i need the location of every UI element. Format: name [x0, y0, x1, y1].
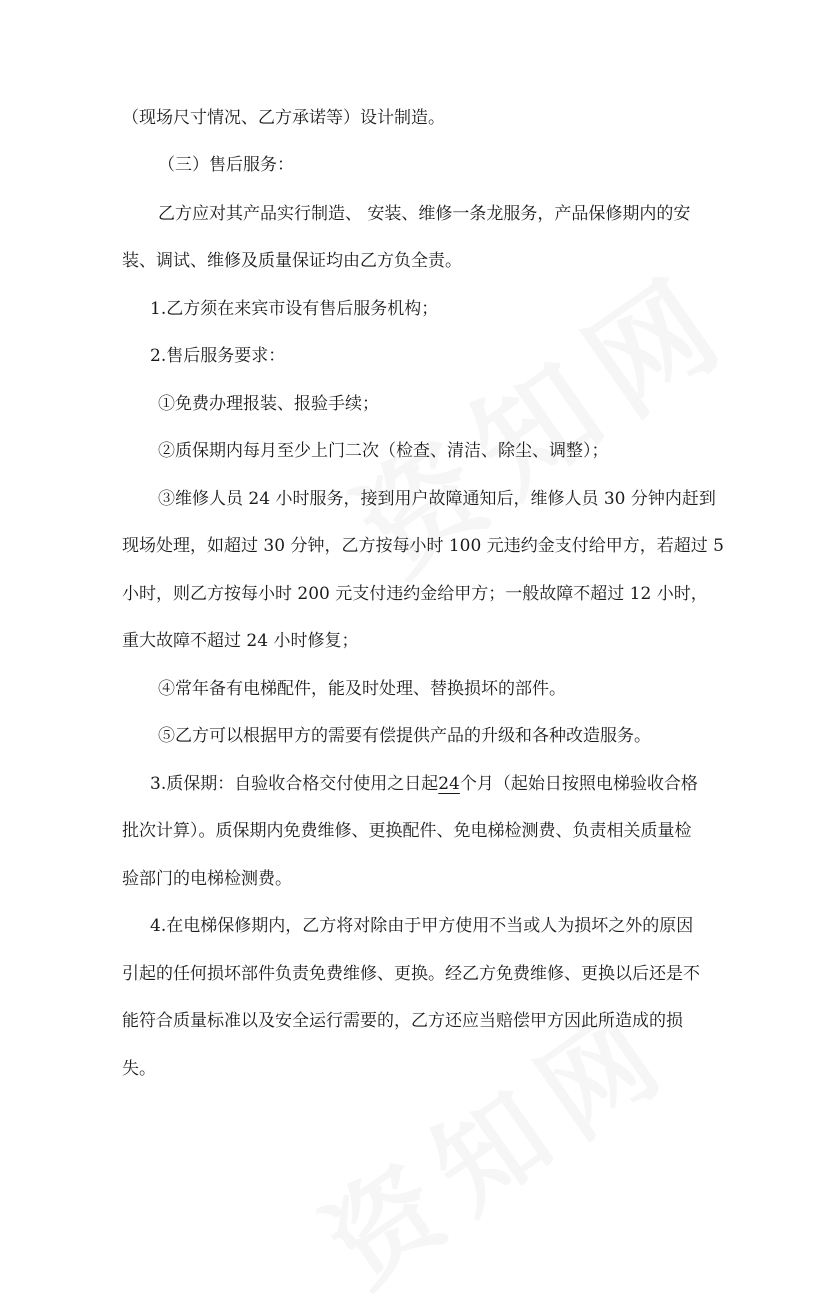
warranty-prefix: 3.质保期：自验收合格交付使用之日起	[150, 774, 439, 794]
paragraph-line: （现场尺寸情况、乙方承诺等）设计制造。	[122, 108, 445, 128]
list-item: ①免费办理报装、报验手续；	[158, 394, 379, 414]
list-item: 4.在电梯保修期内，乙方将对除由于甲方使用不当或人为损坏之外的原因	[150, 916, 694, 936]
paragraph-line: 能符合质量标准以及安全运行需要的，乙方还应当赔偿甲方因此所造成的损	[122, 1011, 683, 1031]
paragraph-line: 验部门的电梯检测费。	[122, 869, 292, 889]
paragraph-line: 装、调试、维修及质量保证均由乙方负全责。	[122, 251, 462, 271]
warranty-suffix: 个月（起始日按照电梯验收合格	[459, 774, 698, 794]
section-heading: （三）售后服务：	[158, 155, 294, 175]
warranty-line	[150, 772, 698, 796]
list-item: 1.乙方须在来宾市设有售后服务机构；	[150, 299, 439, 319]
paragraph-line: 重大故障不超过 24 小时修复；	[122, 631, 359, 651]
paragraph-line: 乙方应对其产品实行制造、 安装、维修一条龙服务，产品保修期内的安	[158, 204, 691, 224]
list-item: ③维修人员 24 小时服务，接到用户故障通知后，维修人员 30 分钟内赶到	[158, 489, 716, 509]
paragraph-line: 批次计算）。质保期内免费维修、更换配件、免电梯检测费、负责相关质量检	[122, 821, 692, 841]
paragraph-line: 现场处理，如超过 30 分钟，乙方按每小时 100 元违约金支付给甲方，若超过 5	[122, 536, 724, 556]
list-item: 2.售后服务要求：	[150, 346, 286, 366]
paragraph-line: 小时，则乙方按每小时 200 元支付违约金给甲方；一般故障不超过 12 小时，	[122, 584, 708, 604]
list-item: ④常年备有电梯配件，能及时处理、替换损坏的部件。	[158, 679, 566, 699]
warranty-months: 24	[438, 774, 460, 794]
paragraph-line: 失。	[122, 1059, 156, 1079]
list-item: ⑤乙方可以根据甲方的需要有偿提供产品的升级和各种改造服务。	[158, 726, 651, 746]
paragraph-line: 引起的任何损坏部件负责免费维修、更换。经乙方免费维修、更换以后还是不	[122, 964, 700, 984]
list-item: ②质保期内每月至少上门二次（检查、清洁、除尘、调整）；	[158, 441, 609, 461]
